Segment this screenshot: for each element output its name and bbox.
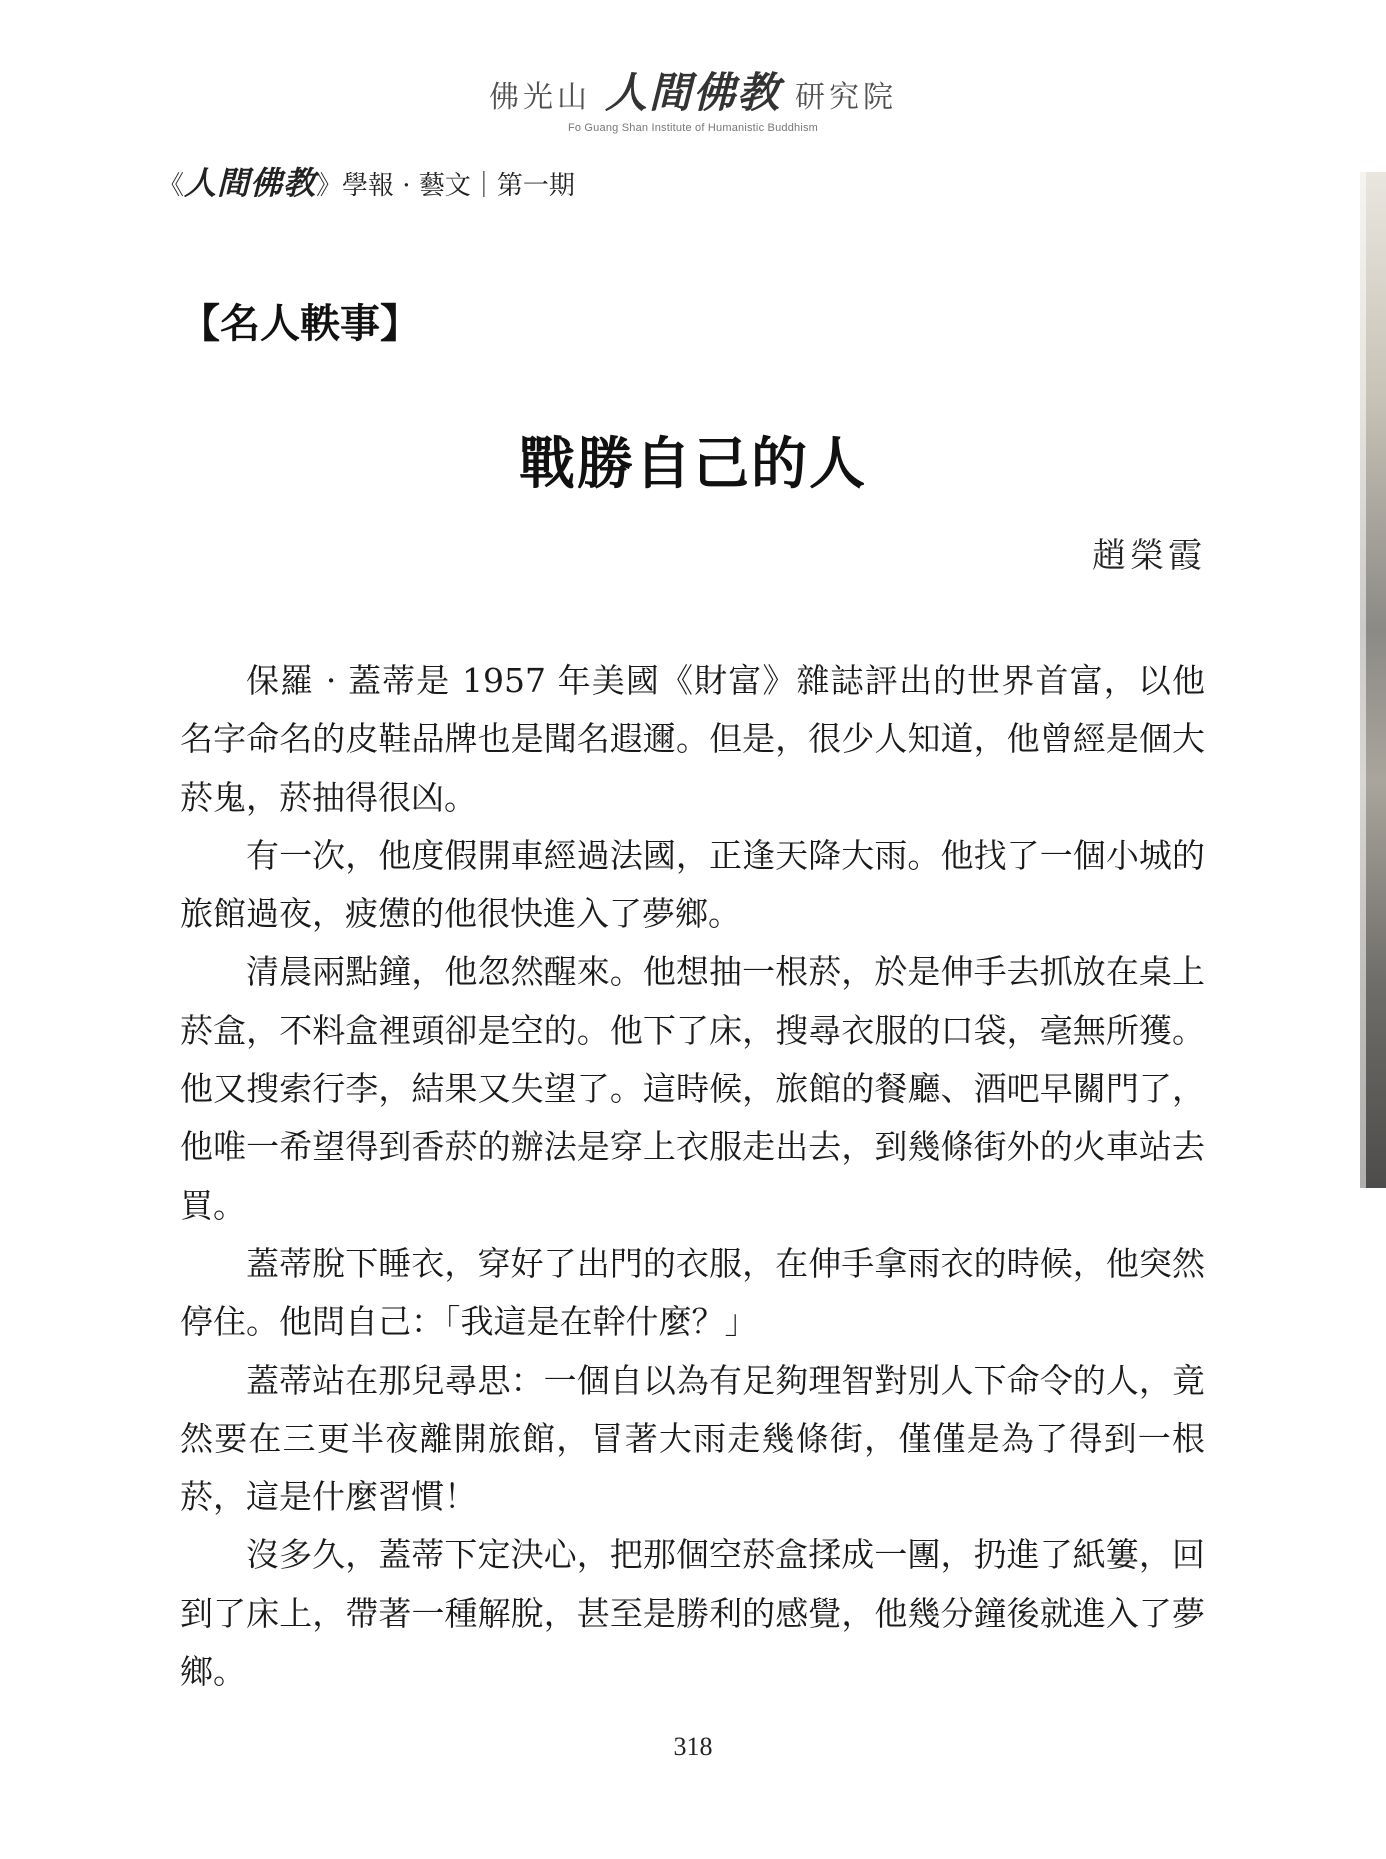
paragraph: 蓋蒂站在那兒尋思：一個自以為有足夠理智對別人下命令的人，竟然要在三更半夜離開旅館，冒著大雨走幾條街，僅僅是為了得到一根菸，這是什麼習慣！ [180,1360,1205,1517]
institute-prefix: 佛光山 [488,80,591,115]
journal-running-head [158,158,575,204]
institute-brand-logo: 人間佛教 [604,68,781,117]
page-header [0,60,1386,134]
page-number: 318 [673,1732,713,1761]
journal-open-bracket: 《 [158,171,185,201]
journal-brand: 人間佛教 [184,164,317,202]
journal-close-bracket: 》 [316,171,343,201]
paragraph: 有一次，他度假開車經過法國，正逢天降大雨。他找了一個小城的旅館過夜，疲憊的他很快進入了夢鄉。 [180,835,1205,934]
paragraph: 清晨兩點鐘，他忽然醒來。他想抽一根菸，於是伸手去抓放在桌上菸盒，不料盒裡頭卻是空的。他下了床，搜尋衣服的口袋，毫無所獲。他又搜索行李，結果又失望了。這時候，旅館的餐廳、酒吧早關門了，他唯一希望得到香菸的辦法是穿上衣服走出去，到幾條街外的火車站去買。 [180,952,1205,1225]
facing-page-image-edge [1360,172,1386,1188]
institute-name [0,60,1386,120]
article-title: 戰勝自己的人 [519,431,867,497]
article-author: 趙榮霞 [1092,536,1206,576]
article-body [180,652,1205,1701]
section-label: 【名人軼事】 [180,300,420,347]
journal-issue: 學報 · 藝文｜第一期 [342,171,575,201]
institute-suffix: 研究院 [795,80,897,115]
paragraph: 沒多久，蓋蒂下定決心，把那個空菸盒揉成一團，扔進了紙簍，回到了床上，帶著一種解脫，甚至是勝利的感覺，他幾分鐘後就進入了夢鄉。 [180,1535,1205,1692]
institute-english-name: Fo Guang Shan Institute of Humanistic Buddhism [567,122,819,134]
paragraph: 蓋蒂脫下睡衣，穿好了出門的衣服，在伸手拿雨衣的時候，他突然停住。他問自己：「我這是在幹什麼？」 [180,1243,1205,1342]
paragraph: 保羅 · 蓋蒂是 1957 年美國《財富》雜誌評出的世界首富，以他名字命名的皮鞋品牌也是聞名遐邇。但是，很少人知道，他曾經是個大菸鬼，菸抽得很凶。 [180,661,1205,817]
